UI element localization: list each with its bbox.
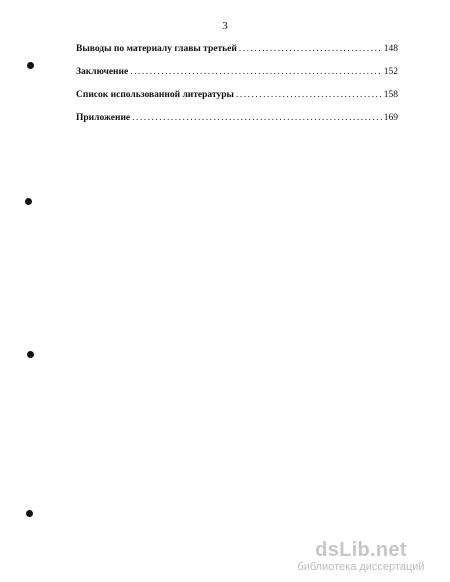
table-of-contents: [76, 44, 398, 136]
toc-entry-conclusion[interactable]: [76, 67, 398, 79]
toc-entry-references[interactable]: [76, 90, 398, 102]
toc-dot-leader: [236, 90, 382, 100]
toc-entry-title: Выводы по материалу главы третьей: [76, 44, 237, 54]
toc-dot-leader: [239, 44, 382, 54]
watermark-brand: dsLib.net: [315, 539, 407, 561]
binder-hole-mark: [26, 510, 33, 517]
binder-hole-mark: [27, 351, 34, 358]
toc-entry-page: 152: [383, 67, 398, 77]
watermark-logo: [286, 539, 436, 574]
toc-entry-page: 158: [383, 90, 398, 100]
watermark-subtitle: библиотека диссертаций: [297, 561, 425, 573]
toc-entry-page: 148: [383, 44, 398, 54]
toc-entry-conclusions-chapter-three[interactable]: [76, 44, 398, 56]
toc-entry-title: Список использованной литературы: [76, 90, 234, 100]
binder-hole-mark: [27, 62, 34, 69]
toc-entry-page: 169: [383, 113, 398, 123]
toc-dot-leader: [130, 67, 382, 77]
toc-dot-leader: [132, 113, 382, 123]
page-number: 3: [222, 20, 228, 32]
toc-entry-title: Заключение: [76, 67, 129, 77]
toc-entry-appendix[interactable]: [76, 113, 398, 125]
toc-entry-title: Приложение: [76, 113, 131, 123]
binder-hole-mark: [25, 198, 32, 205]
